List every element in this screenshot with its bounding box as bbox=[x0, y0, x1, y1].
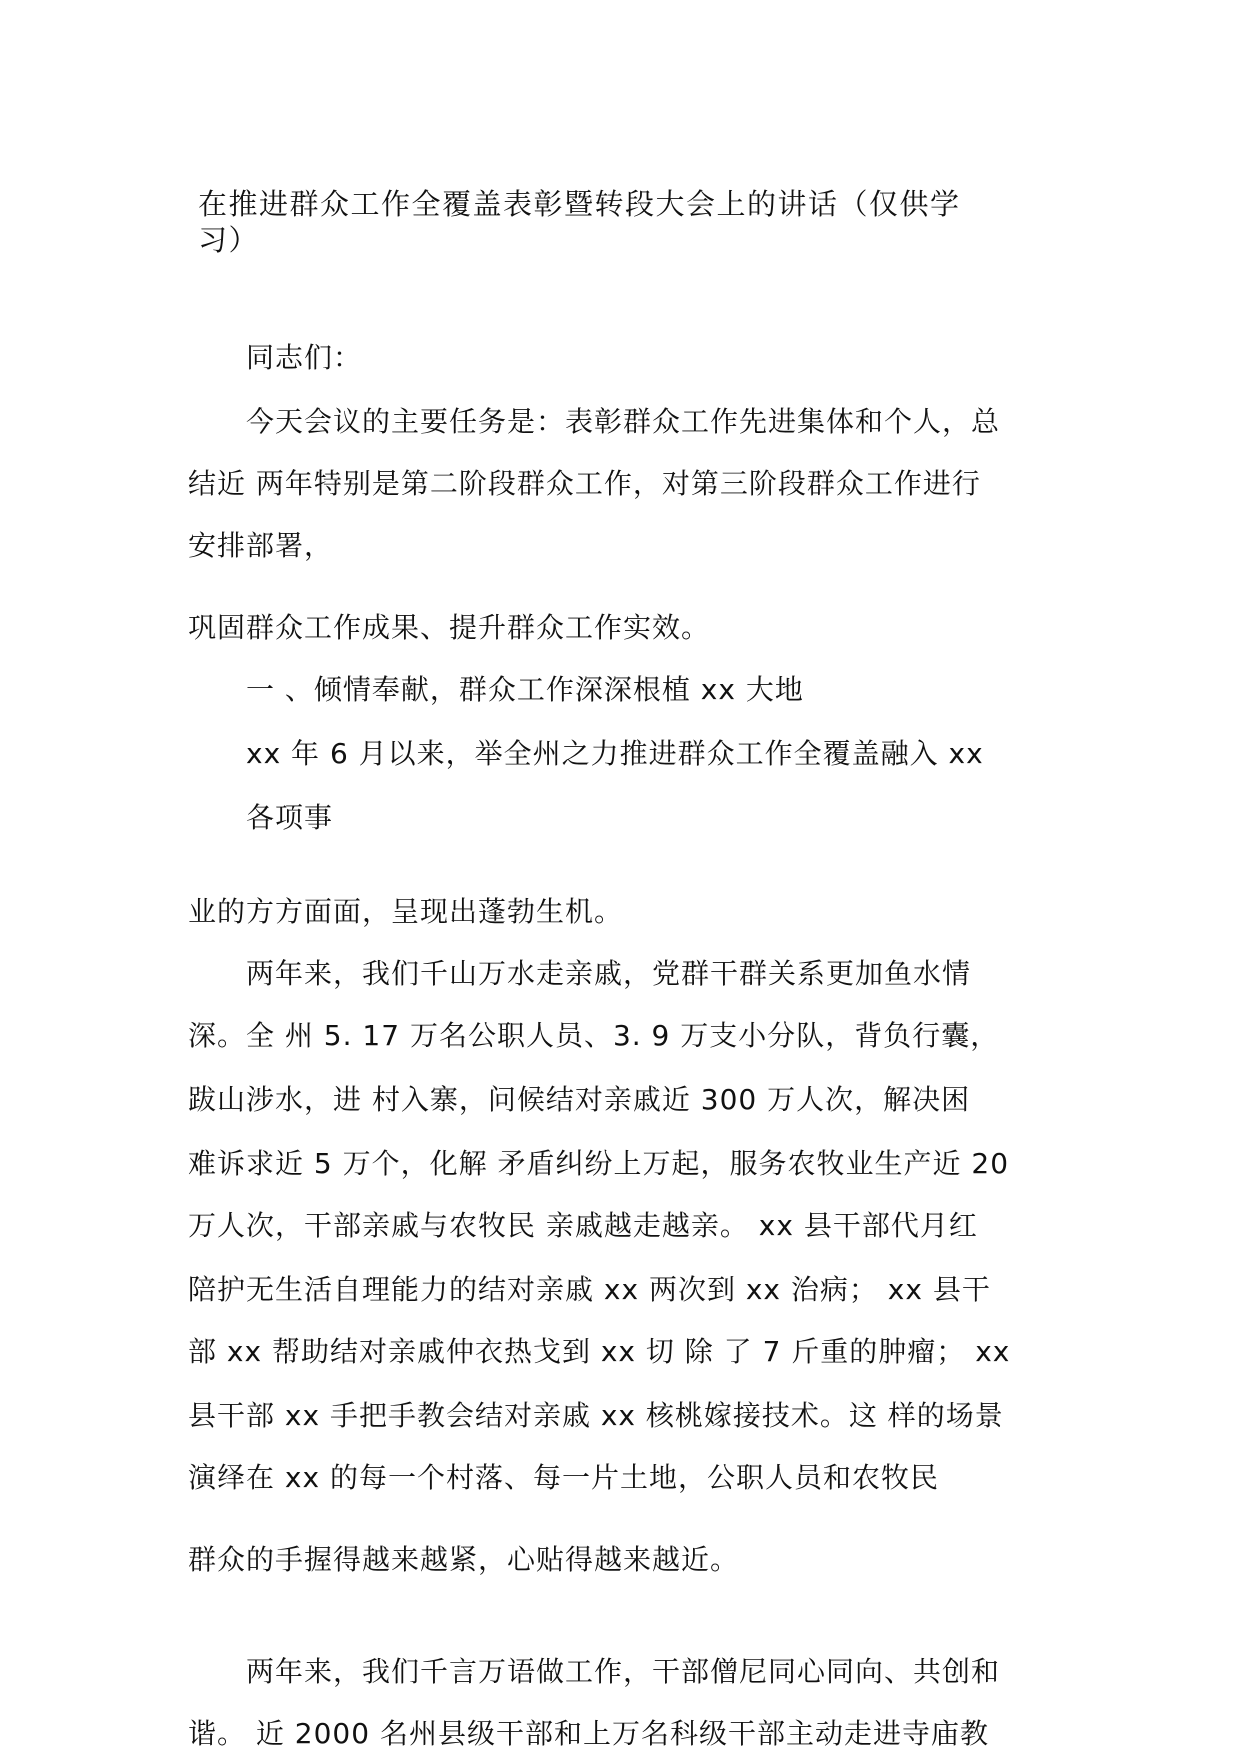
paragraph-line: 陪护无生活自理能力的结对亲戚 xx 两次到 xx 治病； xx 县干 bbox=[188, 1273, 991, 1306]
document-title-line-2: 习） bbox=[198, 223, 260, 257]
paragraph-line: 两年来，我们千言万语做工作，干部僧尼同心同向、共创和 bbox=[246, 1655, 1001, 1688]
paragraph-line: 县干部 xx 手把手教会结对亲戚 xx 核桃嫁接技术。这 样的场景 bbox=[188, 1399, 1004, 1432]
paragraph-line: 深。全 州 5. 17 万名公职人员、3. 9 万支小分队，背负行囊， bbox=[188, 1019, 1000, 1052]
paragraph-line: 结近 两年特别是第二阶段群众工作，对第三阶段群众工作进行 bbox=[188, 467, 981, 500]
paragraph-line: 两年来，我们千山万水走亲戚，党群干群关系更加鱼水情 bbox=[246, 957, 972, 990]
paragraph-line: 跋山涉水，进 村入寨，问候结对亲戚近 300 万人次，解决困 bbox=[188, 1083, 971, 1116]
paragraph-line: 难诉求近 5 万个，化解 矛盾纠纷上万起，服务农牧业生产近 20 bbox=[188, 1147, 1010, 1180]
paragraph-line: 安排部署， bbox=[188, 529, 334, 562]
document-title-line-1: 在推进群众工作全覆盖表彰暨转段大会上的讲话（仅供学 bbox=[198, 187, 961, 221]
paragraph-line: 各项事 bbox=[246, 801, 334, 834]
paragraph-line: 群众的手握得越来越紧，心贴得越来越近。 bbox=[188, 1543, 740, 1576]
paragraph-line: 巩固群众工作成果、提升群众工作实效。 bbox=[188, 611, 711, 644]
paragraph-line: 演绎在 xx 的每一个村落、每一片土地，公职人员和农牧民 bbox=[188, 1461, 939, 1494]
salutation: 同志们： bbox=[246, 341, 363, 374]
section-heading: 一 、倾情奉献，群众工作深深根植 xx 大地 bbox=[246, 673, 804, 706]
paragraph-line: 万人次，干部亲戚与农牧民 亲戚越走越亲。 xx 县干部代月红 bbox=[188, 1209, 978, 1242]
paragraph-line: 部 xx 帮助结对亲戚仲衣热戈到 xx 切 除 了 7 斤重的肿瘤； xx bbox=[188, 1335, 1011, 1368]
paragraph-line: xx 年 6 月以来，举全州之力推进群众工作全覆盖融入 xx bbox=[246, 737, 984, 770]
paragraph-line: 谐。 近 2000 名州县级干部和上万名科级干部主动走进寺庙教 bbox=[188, 1717, 989, 1750]
paragraph-line: 今天会议的主要任务是：表彰群众工作先进集体和个人，总 bbox=[246, 405, 1001, 438]
paragraph-line: 业的方方面面，呈现出蓬勃生机。 bbox=[188, 895, 624, 928]
